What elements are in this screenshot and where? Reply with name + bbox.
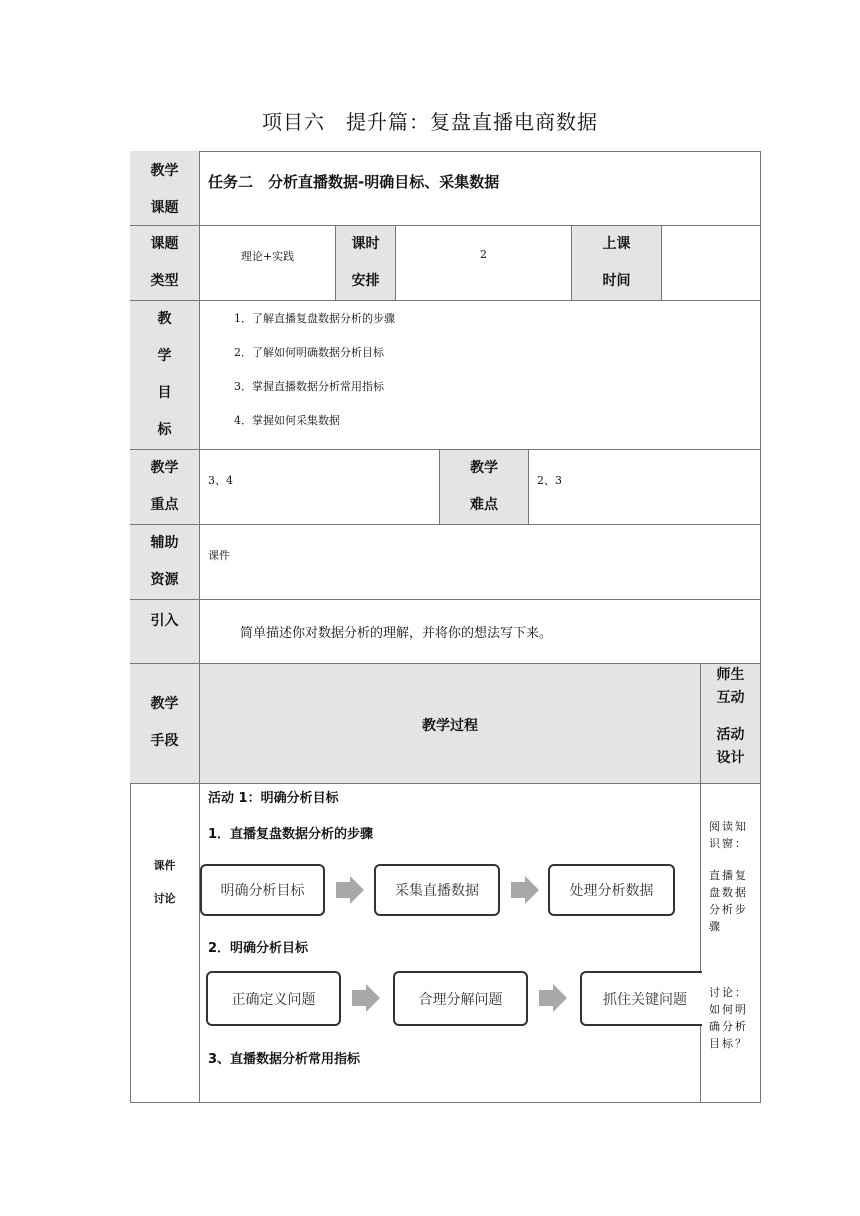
interaction-body-cell xyxy=(701,784,761,1103)
hours-label-line-2: 安排 xyxy=(351,273,380,289)
method-item: 讨论 xyxy=(153,892,176,905)
resource-label-line-2: 资源 xyxy=(150,572,179,588)
lesson-plan-table xyxy=(130,151,761,1103)
difficulty-value-cell xyxy=(529,450,761,525)
section-heading: 3、直播数据分析常用指标 xyxy=(208,1052,361,1067)
type-label-line-2: 类型 xyxy=(150,273,179,289)
goal-item: 3．掌握直播数据分析常用指标 xyxy=(234,380,384,393)
time-value-cell xyxy=(662,226,761,301)
difficulty-value: 2、3 xyxy=(537,474,562,487)
topic-value-cell xyxy=(200,151,761,226)
goals-label-line-2: 学 xyxy=(157,348,172,364)
hours-label-line-1: 课时 xyxy=(351,236,380,252)
difficulty-label-line-1: 教学 xyxy=(470,460,498,476)
flow-step-box: 处理分析数据 xyxy=(548,864,675,916)
topic-label-line-1: 教学 xyxy=(150,163,179,179)
goals-label-line-3: 目 xyxy=(157,385,172,401)
resource-value-cell xyxy=(200,525,761,600)
focus-label-line-2: 重点 xyxy=(150,497,179,513)
goals-label-line-1: 教 xyxy=(157,311,172,327)
time-label-cell xyxy=(572,226,662,301)
flow-step-box: 采集直播数据 xyxy=(374,864,500,916)
method-label-line-1: 教学 xyxy=(150,696,179,712)
hours-value-cell xyxy=(396,226,572,301)
flow-step-box: 明确分析目标 xyxy=(200,864,325,916)
difficulty-label-line-2: 难点 xyxy=(470,497,498,513)
process-label: 教学过程 xyxy=(422,718,478,734)
flow-step-box: 抓住关键问题 xyxy=(580,971,702,1026)
interaction-label-line-3: 活动 xyxy=(716,727,745,743)
method-body-cell xyxy=(130,784,200,1103)
resource-label-line-1: 辅助 xyxy=(150,535,179,551)
resource-label-cell xyxy=(130,525,200,600)
flow-step-box: 合理分解问题 xyxy=(393,971,528,1026)
flow-step-box: 正确定义问题 xyxy=(206,971,341,1026)
focus-value: 3、4 xyxy=(208,474,233,487)
goals-list-cell xyxy=(200,301,761,450)
section-heading: 2．明确分析目标 xyxy=(208,941,309,956)
process-label-cell xyxy=(200,664,701,784)
page-title: 项目六 提升篇：复盘直播电商数据 xyxy=(262,110,598,134)
method-label-cell xyxy=(130,664,200,784)
time-label-line-2: 时间 xyxy=(602,273,631,289)
intro-label-cell xyxy=(130,600,200,664)
hours-value: 2 xyxy=(480,248,487,261)
intro-value: 简单描述你对数据分析的理解，并将你的想法写下来。 xyxy=(240,626,553,641)
topic-value: 任务二 分析直播数据-明确目标、采集数据 xyxy=(208,173,500,191)
method-item: 课件 xyxy=(153,859,176,872)
goals-label-line-4: 标 xyxy=(157,422,172,438)
intro-label: 引入 xyxy=(150,613,179,629)
resource-value: 课件 xyxy=(208,549,230,562)
type-value-cell xyxy=(200,226,336,301)
intro-value-cell xyxy=(200,600,761,664)
interaction-label-line-4: 设计 xyxy=(716,750,745,766)
interaction-label-cell xyxy=(701,664,761,784)
interaction-label-line-1: 师生 xyxy=(716,667,745,683)
focus-value-cell xyxy=(200,450,440,525)
interaction-label-line-2: 互动 xyxy=(716,690,745,706)
topic-label-cell xyxy=(130,151,200,226)
focus-label-cell xyxy=(130,450,200,525)
discussion-note: 讨论： 如何明 确分析 目标？ xyxy=(709,986,748,1050)
method-label-line-2: 手段 xyxy=(150,733,179,749)
hours-label-cell xyxy=(336,226,396,301)
goal-item: 2．了解如何明确数据分析目标 xyxy=(234,346,384,359)
reading-note: 阅读知 识窗： 直播复 盘数据 分析步 骤 xyxy=(709,820,748,933)
time-label-line-1: 上课 xyxy=(602,236,631,252)
type-value: 理论+实践 xyxy=(240,250,295,263)
focus-label-line-1: 教学 xyxy=(150,460,179,476)
goals-label-cell xyxy=(130,301,200,450)
process-body-cell xyxy=(200,784,701,1103)
topic-label-line-2: 课题 xyxy=(150,200,179,216)
type-label-cell xyxy=(130,226,200,301)
activity-title: 活动 1：明确分析目标 xyxy=(208,791,339,806)
goal-item: 4．掌握如何采集数据 xyxy=(234,414,340,427)
type-label-line-1: 课题 xyxy=(150,236,179,252)
section-heading: 1．直播复盘数据分析的步骤 xyxy=(208,827,374,842)
difficulty-label-cell xyxy=(440,450,529,525)
goal-item: 1．了解直播复盘数据分析的步骤 xyxy=(234,312,395,325)
